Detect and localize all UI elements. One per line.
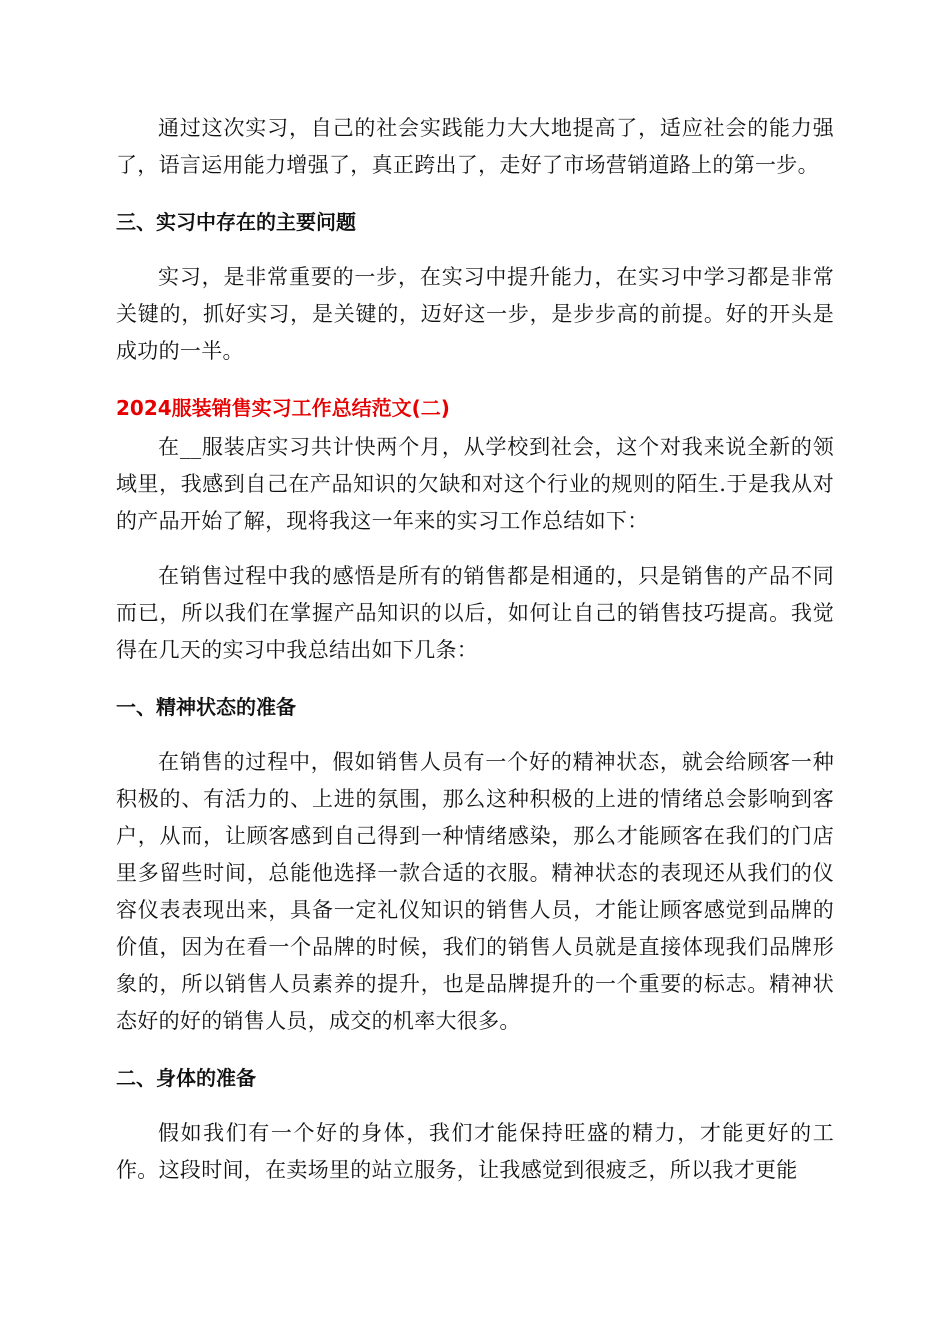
document-page bbox=[116, 110, 834, 1189]
heading-mental-state: 一、精神状态的准备 bbox=[116, 695, 296, 719]
heading-main-problems: 三、实习中存在的主要问题 bbox=[116, 210, 356, 234]
heading-physical: 二、身体的准备 bbox=[116, 1066, 256, 1090]
paragraph-shop-intro: 在__服装店实习共计快两个月，从学校到社会，这个对我来说全新的领域里，我感到自己在产品知识的欠缺和对这个行业的规则的陌生.于是我从对的产品开始了解，现将我这一年来的实习工作总结如下： bbox=[116, 435, 834, 533]
paragraph-sales-insight: 在销售过程中我的感悟是所有的销售都是相通的，只是销售的产品不同而已，所以我们在掌握产品知识的以后，如何让自己的销售技巧提高。我觉得在几天的实习中我总结出如下几条： bbox=[116, 564, 834, 662]
paragraph-practice-importance: 实习，是非常重要的一步，在实习中提升能力，在实习中学习都是非常关键的，抓好实习，是关键的，迈好这一步，是步步高的前提。好的开头是成功的一半。 bbox=[116, 265, 834, 363]
paragraph-physical: 假如我们有一个好的身体，我们才能保持旺盛的精力，才能更好的工作。这段时间，在卖场里的站立服务，让我感觉到很疲乏，所以我才更能 bbox=[116, 1121, 834, 1182]
section-title: 2024服装销售实习工作总结范文(二) bbox=[116, 396, 450, 420]
paragraph-practice-result: 通过这次实习，自己的社会实践能力大大地提高了，适应社会的能力强了，语言运用能力增强了，真正跨出了，走好了市场营销道路上的第一步。 bbox=[116, 116, 834, 177]
paragraph-mental-state: 在销售的过程中，假如销售人员有一个好的精神状态，就会给顾客一种积极的、有活力的、上进的氛围，那么这种积极的上进的情绪总会影响到客户，从而，让顾客感到自己得到一种情绪感染，那么才能顾客在我们的门店里多留些时间，总能他选择一款合适的衣服。精神状态的表现还从我们的仪容仪表表现出来，具备一定礼仪知识的销售人员，才能让顾客感觉到品牌的价值，因为在看一个品牌的时候，我们的销售人员就是直接体现我们品牌形象的，所以销售人员素养的提升，也是品牌提升的一个重要的标志。精神状态好的好的销售人员，成交的机率大很多。 bbox=[116, 750, 834, 1033]
